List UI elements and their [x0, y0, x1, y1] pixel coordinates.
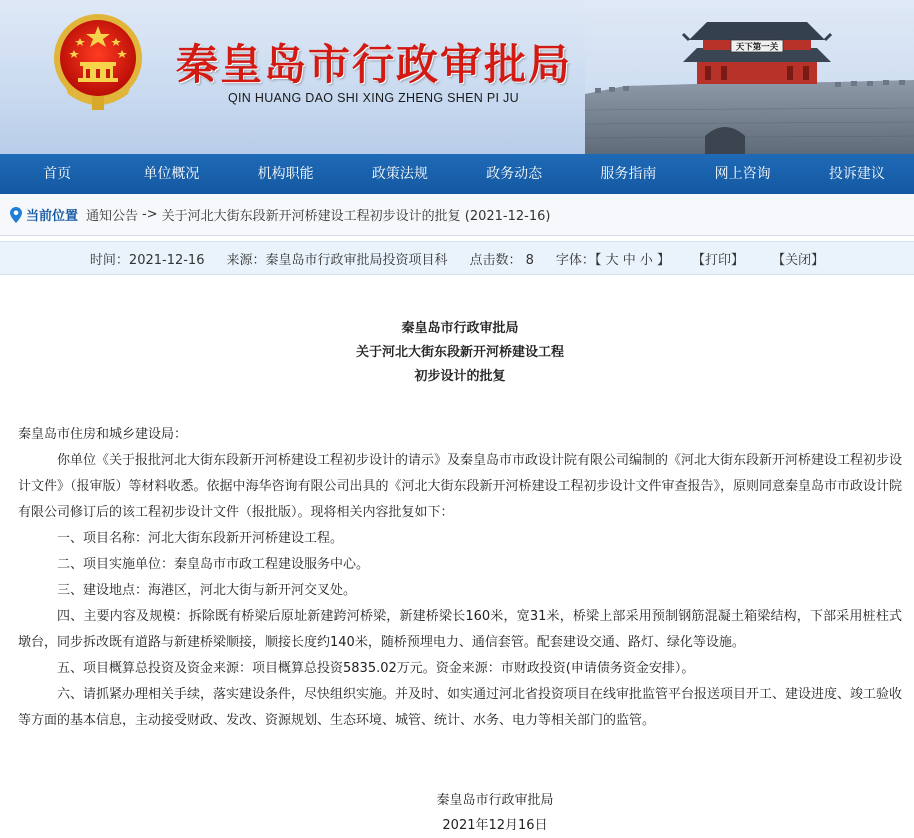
paragraph: 六、请抓紧办理相关手续，落实建设条件，尽快组织实施。并及时、如实通过河北省投资项目在线审批监管平台报送项目开工、建设进度、竣工验收等方面的基本信息，主动接受财政、发改、资源规划、生态环境、城管、统计、水务、电力等相关部门的监管。	[18, 687, 903, 728]
nav-online-consult[interactable]: 网上咨询	[714, 166, 771, 182]
article-title-line: 秦皇岛市行政审批局	[401, 321, 519, 336]
salutation: 秦皇岛市住房和城乡建设局：	[18, 427, 188, 442]
national-emblem-icon	[50, 12, 146, 112]
article-title-line: 关于河北大街东段新开河桥建设工程	[355, 345, 564, 360]
breadcrumb	[0, 194, 914, 236]
nav-functions[interactable]: 机构职能	[257, 166, 314, 182]
article-title-line: 初步设计的批复	[414, 369, 506, 384]
breadcrumb-label: 当前位置	[26, 209, 79, 224]
article-time: 时间：2021-12-16	[89, 252, 205, 268]
site-title-pinyin: QIN HUANG DAO SHI XING ZHENG SHEN PI JU	[228, 91, 519, 105]
paragraph: 二、项目实施单位：秦皇岛市市政工程建设服务中心。	[57, 557, 370, 572]
paragraph: 四、主要内容及规模：拆除既有桥梁后原址新建跨河桥梁，新建桥梁长160米，宽31米，桥梁上部采用预制钢筋混凝土箱梁结构，下部采用桩柱式墩台，同步拆改既有道路与新建桥梁顺接，顺接长度约140米，随桥预埋电力、通信套管。配套建设交通、路灯、绿化等设施。	[18, 609, 902, 650]
site-title: 秦皇岛市行政审批局	[176, 40, 573, 89]
font-size-label: 字体：【	[555, 252, 602, 268]
font-size-end: 】	[657, 252, 671, 268]
nav-complaints[interactable]: 投诉建议	[828, 166, 885, 182]
location-pin-icon	[10, 207, 22, 223]
signature-date: 2021年12月16日	[442, 818, 548, 833]
shanhaiguan-gate-image	[585, 0, 914, 154]
paragraph: 一、项目名称：河北大街东段新开河桥建设工程。	[57, 531, 344, 546]
font-large-button[interactable]: 大	[605, 252, 619, 268]
font-small-button[interactable]: 小	[639, 252, 653, 268]
article-clicks: 点击数： 8	[469, 252, 534, 268]
main-nav	[0, 154, 914, 194]
close-button[interactable]: 【关闭】	[772, 252, 825, 268]
article-title	[18, 275, 902, 389]
article-source: 来源：秦皇岛市行政审批局投资项目科	[226, 252, 448, 268]
breadcrumb-current: 关于河北大街东段新开河桥建设工程初步设计的批复 (2021-12-16)	[161, 209, 551, 224]
signature: 秦皇岛市行政审批局	[436, 793, 554, 808]
signature-block	[18, 788, 902, 838]
nav-unit-overview[interactable]: 单位概况	[143, 166, 200, 182]
paragraph: 五、项目概算总投资及资金来源：项目概算总投资5835.02万元。资金来源：市财政投资(申请债务资金安排）。	[57, 661, 695, 676]
nav-home[interactable]: 首页	[43, 166, 72, 182]
nav-policies[interactable]: 政策法规	[371, 166, 428, 182]
breadcrumb-separator: ->	[142, 207, 158, 222]
article-meta-bar	[0, 241, 914, 275]
nav-news[interactable]: 政务动态	[486, 166, 543, 182]
paragraph: 你单位《关于报批河北大街东段新开河桥建设工程初步设计的请示》及秦皇岛市市政设计院有限公司编制的《河北大街东段新开河桥建设工程初步设计文件》（报审版）等材料收悉。依据中海华咨询有限公司出具的《河北大街东段新开河桥建设工程初步设计文件审查报告》，原则同意秦皇岛市市政设计院有限公司修订后的该工程初步设计文件（报批版）。现将相关内容批复如下：	[18, 453, 903, 520]
nav-service-guide[interactable]: 服务指南	[600, 166, 657, 182]
svg-text:天下第一关: 天下第一关	[735, 42, 779, 53]
print-button[interactable]: 【打印】	[692, 252, 745, 268]
site-header	[0, 0, 914, 154]
breadcrumb-notices-link[interactable]: 通知公告	[86, 209, 139, 224]
article-body	[0, 275, 914, 838]
paragraph: 三、建设地点：海港区，河北大街与新开河交叉处。	[57, 583, 357, 598]
font-medium-button[interactable]: 中	[622, 252, 636, 268]
